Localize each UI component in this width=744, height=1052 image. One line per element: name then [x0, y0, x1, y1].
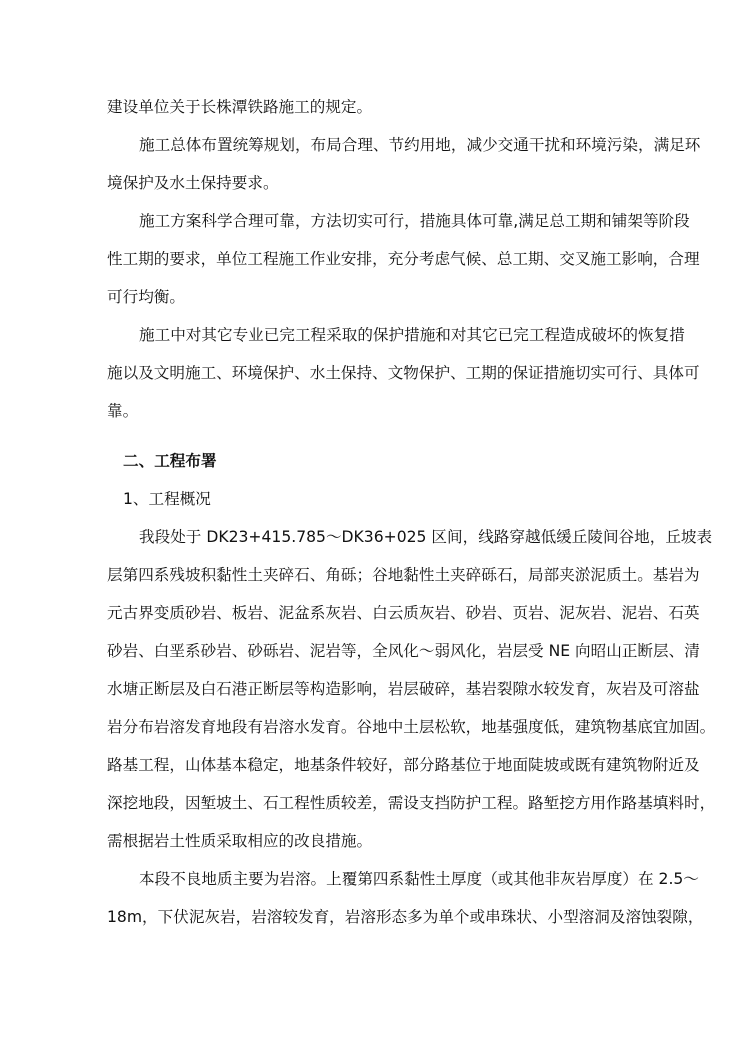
paragraph-line: 深挖地段，因堑坡土、石工程性质较差，需设支挡防护工程。路堑挖方用作路基填料时， — [107, 794, 716, 812]
paragraph-line: 我段处于 DK23+415.785～DK36+025 区间，线路穿越低缓丘陵间谷地，丘坡表 — [139, 528, 713, 546]
paragraph-line: 18m，下伏泥灰岩，岩溶较发育，岩溶形态多为单个或串珠状、小型溶洞及溶蚀裂隙， — [107, 908, 704, 926]
section-paragraphs — [107, 94, 701, 436]
paragraph-line: 施工总体布置统筹规划，布局合理、节约用地，减少交通干扰和环境污染，满足环 — [139, 136, 701, 154]
paragraph-line: 需根据岩土性质采取相应的改良措施。 — [107, 832, 373, 850]
subsection-heading: 1、工程概况 — [123, 490, 211, 508]
section-heading: 二、工程布署 — [123, 452, 217, 470]
paragraph-line: 砂岩、白垩系砂岩、砂砾岩、泥岩等，全风化～弱风化，岩层受 NE 向昭山正断层、清 — [107, 642, 700, 660]
paragraph-line: 境保护及水土保持要求。 — [107, 174, 279, 192]
paragraph-line: 本段不良地质主要为岩溶。上覆第四系黏性土厚度（或其他非灰岩厚度）在 2.5～ — [139, 870, 699, 888]
paragraph-line: 可行均衡。 — [107, 288, 185, 306]
paragraph-line: 岩分布岩溶发育地段有岩溶水发育。谷地中土层松软，地基强度低，建筑物基底宜加固。 — [107, 718, 716, 736]
paragraph-line: 路基工程，山体基本稳定，地基条件较好，部分路基位于地面陡坡或既有建筑物附近及 — [107, 756, 700, 774]
paragraph-line: 施工中对其它专业已完工程采取的保护措施和对其它已完工程造成破坏的恢复措 — [139, 326, 685, 344]
document-page — [107, 94, 716, 942]
paragraph-line: 施以及文明施工、环境保护、水土保持、文物保护、工期的保证措施切实可行、具体可 — [107, 364, 700, 382]
paragraph-line: 层第四系残坡积黏性土夹碎石、角砾；谷地黏性土夹碎砾石，局部夹淤泥质土。基岩为 — [107, 566, 700, 584]
paragraph-line: 元古界变质砂岩、板岩、泥盆系灰岩、白云质灰岩、砂岩、页岩、泥灰岩、泥岩、石英 — [107, 604, 700, 622]
paragraph-line: 建设单位关于长株潭铁路施工的规定。 — [107, 98, 373, 116]
paragraph-line: 性工期的要求，单位工程施工作业安排，充分考虑气候、总工期、交叉施工影响，合理 — [107, 250, 700, 268]
paragraph-line: 施工方案科学合理可靠，方法切实可行，措施具体可靠,满足总工期和铺架等阶段 — [139, 212, 690, 230]
paragraph-line: 水塘正断层及白石港正断层等构造影响，岩层破碎，基岩裂隙水较发育，灰岩及可溶盐 — [107, 680, 700, 698]
paragraph-line: 靠。 — [107, 402, 139, 420]
overview-paragraphs — [107, 524, 716, 942]
